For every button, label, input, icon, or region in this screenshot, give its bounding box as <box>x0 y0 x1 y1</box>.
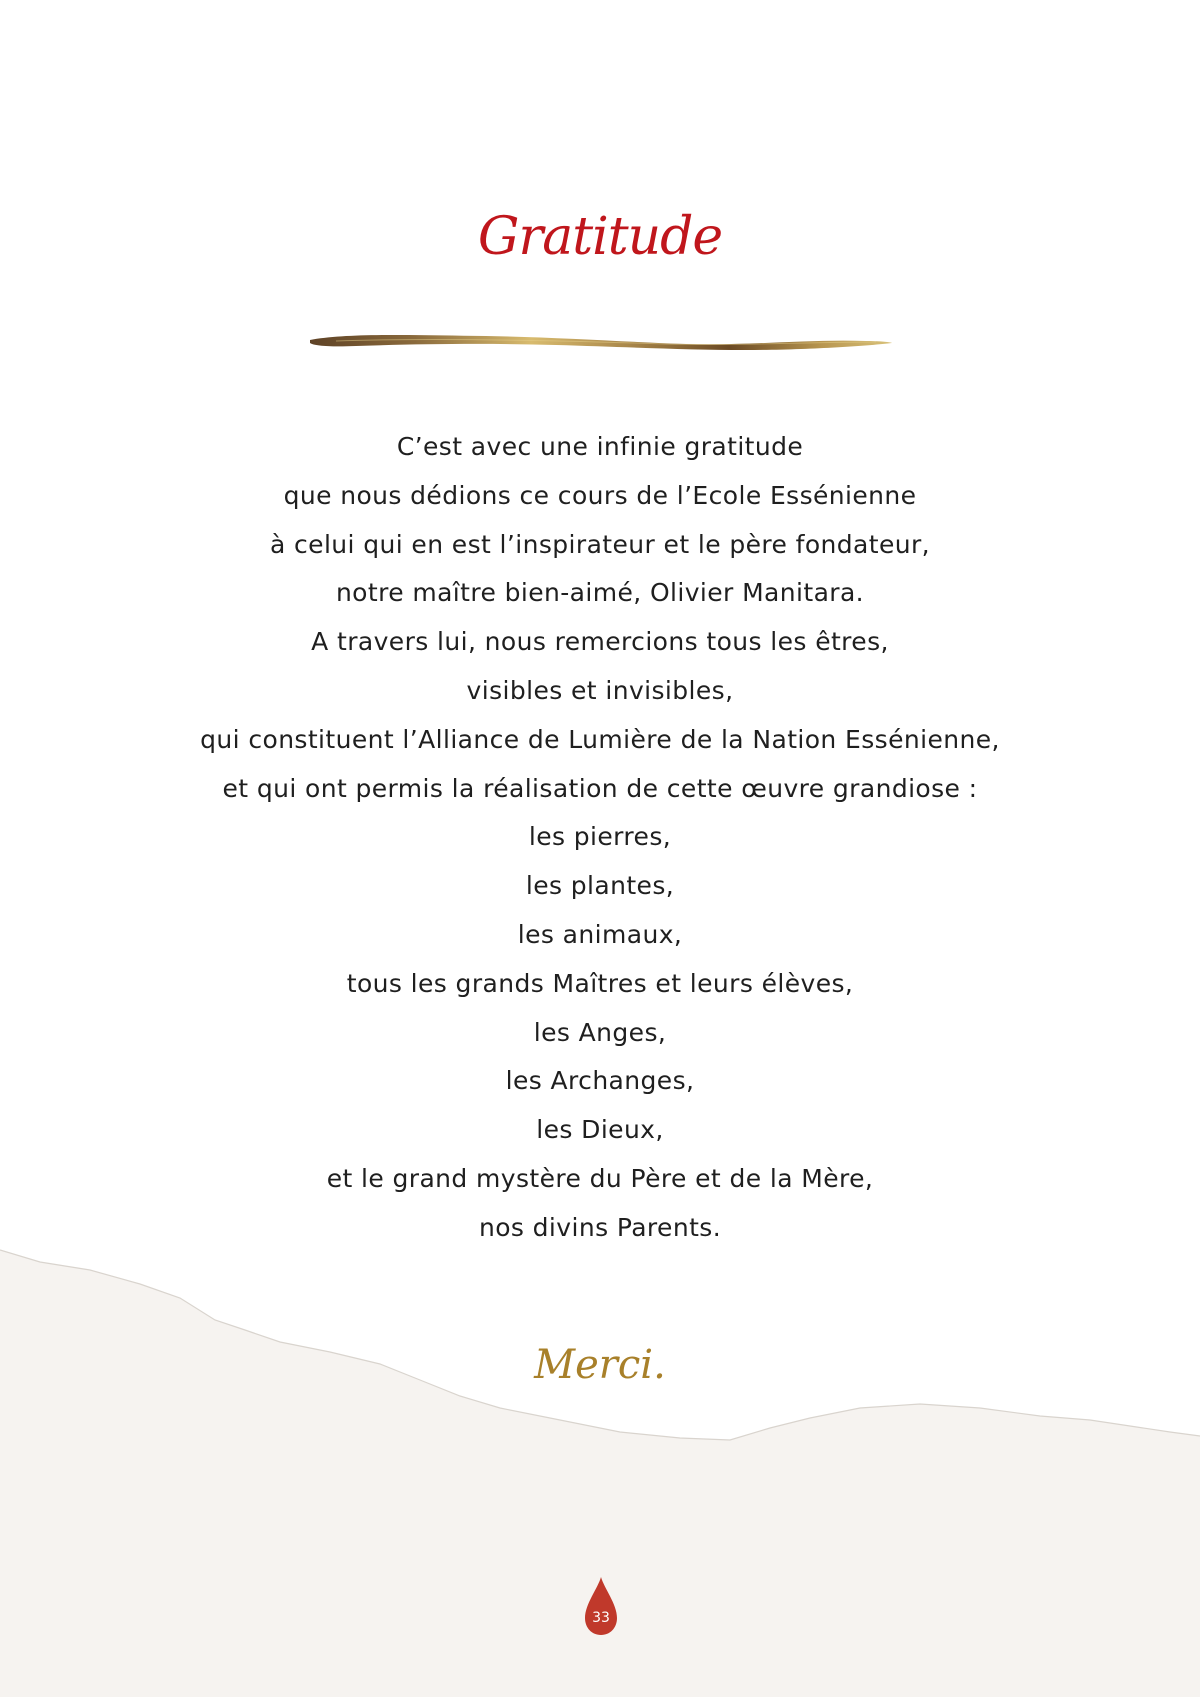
verse-line: A travers lui, nous remercions tous les êtres, <box>311 627 889 657</box>
closing-merci: Merci. <box>534 1342 666 1388</box>
verse-line: C’est avec une infinie gratitude <box>396 432 804 461</box>
verse-line: à celui qui en est l’inspirateur et le père fondateur, <box>269 529 931 559</box>
verse-line: les Archanges, <box>505 1066 695 1096</box>
verse-line: que nous dédions ce cours de l’Ecole Essénienne <box>283 480 917 510</box>
page-title: Gratitude <box>477 207 723 267</box>
verse-line: visibles et invisibles, <box>466 675 734 705</box>
verse-line: les Anges, <box>533 1017 667 1047</box>
verse-line: tous les grands Maîtres et leurs élèves, <box>346 968 854 998</box>
verse-line: les animaux, <box>517 919 683 949</box>
dedication-verse <box>150 423 1050 1253</box>
verse-line: et qui ont permis la réalisation de cette œuvre grandiose : <box>222 773 978 803</box>
verse-line: nos divins Parents. <box>478 1212 722 1242</box>
gold-brush-stroke-divider <box>306 328 894 354</box>
verse-line: les pierres, <box>528 822 672 852</box>
page-number: 33 <box>592 1610 610 1626</box>
drop-icon <box>584 1576 618 1636</box>
verse-line: et le grand mystère du Père et de la Mère, <box>326 1163 874 1193</box>
verse-line: notre maître bien-aimé, Olivier Manitara. <box>335 578 865 608</box>
verse-line: qui constituent l’Alliance de Lumière de la Nation Essénienne, <box>200 724 1000 754</box>
verse-line: les plantes, <box>525 871 675 901</box>
verse-line: les Dieux, <box>536 1115 664 1145</box>
